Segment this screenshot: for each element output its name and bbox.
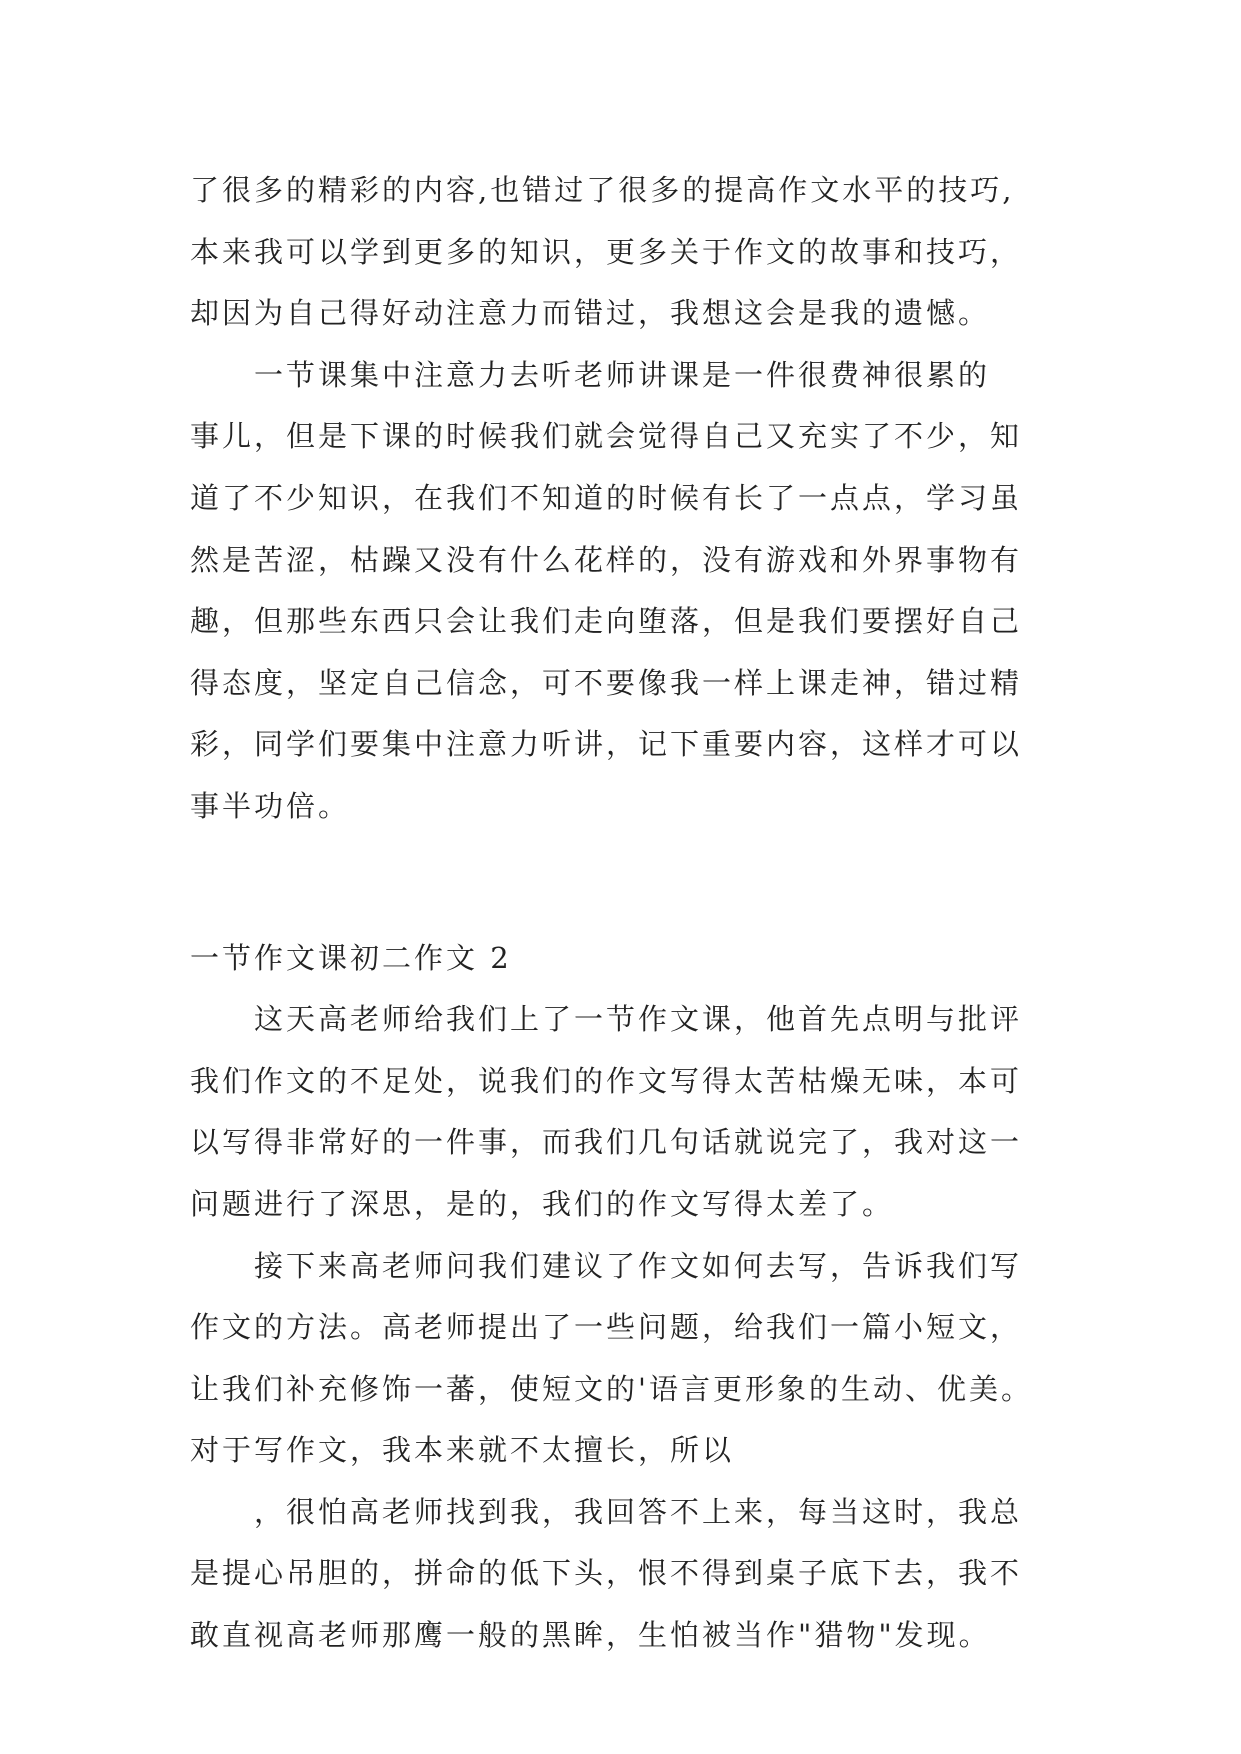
section-gap (190, 838, 1070, 928)
text-line: 了很多的精彩的内容,也错过了很多的提高作文水平的技巧, (190, 173, 1015, 207)
paragraph-2 (190, 345, 1070, 838)
text-line: 道了不少知识，在我们不知道的时候有长了一点点，学习虽 (190, 480, 1023, 515)
text-line: 彩，同学们要集中注意力听讲，记下重要内容，这样才可以 (190, 727, 1023, 762)
text-line: 以写得非常好的一件事，而我们几句话就说完了，我对这一 (190, 1125, 1023, 1160)
text-line: 得态度，坚定自己信念，可不要像我一样上课走神，错过精 (190, 665, 1023, 700)
document-body (190, 160, 1070, 1667)
section-heading: 一节作文课初二作文 2 (190, 940, 512, 975)
text-line: 一节课集中注意力去听老师讲课是一件很费神很累的 (254, 357, 991, 392)
paragraph-4 (190, 1236, 1070, 1482)
text-line: 事儿，但是下课的时候我们就会觉得自己又充实了不少，知 (190, 419, 1023, 454)
text-line: 趣，但那些东西只会让我们走向堕落，但是我们要摆好自己 (190, 604, 1023, 639)
text-line: 作文的方法。高老师提出了一些问题，给我们一篇小短文， (190, 1310, 1023, 1345)
text-line: 事半功倍。 (190, 788, 351, 823)
text-line: 然是苦涩，枯躁又没有什么花样的，没有游戏和外界事物有 (190, 542, 1023, 577)
text-line: 我们作文的不足处，说我们的作文写得太苦枯燥无味，本可 (190, 1063, 1023, 1098)
text-line: 让我们补充修饰一蕃，使短文的'语言更形象的生动、优美。 (190, 1371, 1033, 1406)
text-line: 这天高老师给我们上了一节作文课，他首先点明与批评 (254, 1002, 1023, 1037)
text-line: 对于写作文，我本来就不太擅长，所以 (190, 1433, 735, 1468)
paragraph-5 (190, 1482, 1070, 1667)
paragraph-3 (190, 989, 1070, 1235)
text-line: 是提心吊胆的，拼命的低下头，恨不得到桌子底下去，我不 (190, 1556, 1023, 1591)
text-line: 本来我可以学到更多的知识，更多关于作文的故事和技巧， (190, 234, 1023, 269)
text-line: ，很怕高老师找到我，我回答不上来，每当这时，我总 (254, 1494, 1023, 1529)
text-line: 敢直视高老师那鹰一般的黑眸，生怕被当作"猎物"发现。 (190, 1618, 991, 1653)
text-line: 却因为自己得好动注意力而错过，我想这会是我的遗憾。 (190, 296, 991, 331)
text-line: 接下来高老师问我们建议了作文如何去写，告诉我们写 (254, 1248, 1023, 1283)
paragraph-1 (190, 160, 1070, 345)
text-line: 问题进行了深思，是的，我们的作文写得太差了。 (190, 1186, 895, 1221)
